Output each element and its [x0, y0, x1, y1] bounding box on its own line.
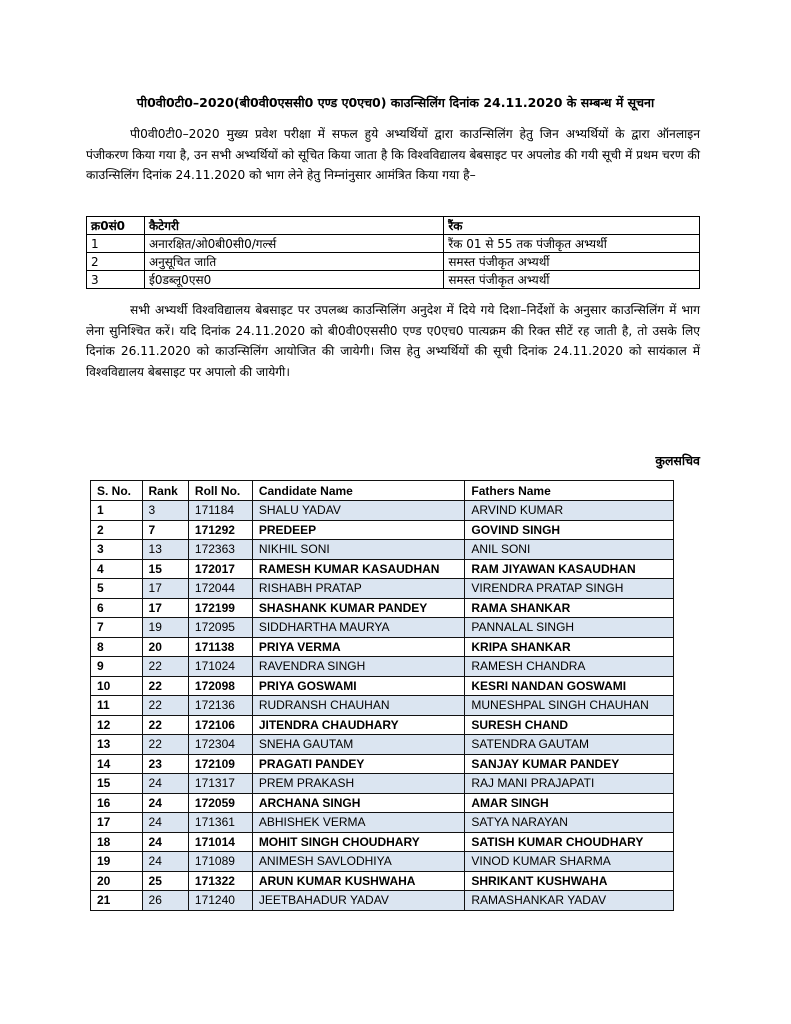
rank-value: 24	[142, 774, 188, 794]
category-serial: 1	[87, 235, 145, 253]
fathers-name: AMAR SINGH	[465, 793, 674, 813]
table-row	[91, 715, 674, 735]
serial-number: 18	[91, 832, 143, 852]
serial-number: 3	[91, 540, 143, 560]
rank-value: 22	[142, 657, 188, 677]
header-roll: Roll No.	[188, 481, 252, 501]
table-row	[91, 579, 674, 599]
category-name: अनारक्षित/ओ0बी0सी0/गर्ल्स	[144, 235, 443, 253]
fathers-name: SATYA NARAYAN	[465, 813, 674, 833]
candidate-name: PRIYA VERMA	[252, 637, 465, 657]
roll-number: 171184	[188, 501, 252, 521]
fathers-name: RAMESH CHANDRA	[465, 657, 674, 677]
rank-value: 24	[142, 852, 188, 872]
roll-number: 172109	[188, 754, 252, 774]
instructions-paragraph: सभी अभ्यर्थी विश्वविद्यालय बेबसाइट पर उपलब्ध काउन्सिलिंग अनुदेश में दिये गये दिशा–निर्देशों के अनुसार काउन्सिलिंग में भाग लेना सुनिश्चित करें। यदि दिनांक 24.11.2020 को बी0वी0एससी0 एण्ड ए0एच0 पात्यक्रम की रिक्त सीटें रह जाती है, तो उसके लिए दिनांक 26.11.2020 को काउन्सिलिंग आयोजित की जायेगी। जिस हेतु अभ्यर्थियों की सूची दिनांक 24.11.2020 को सायंकाल में विश्वविद्यालय बेबसाइट पर अपालो की जायेगी।	[86, 303, 700, 379]
table-row	[91, 696, 674, 716]
table-row	[91, 813, 674, 833]
fathers-name: GOVIND SINGH	[465, 520, 674, 540]
table-row	[91, 520, 674, 540]
serial-number: 6	[91, 598, 143, 618]
fathers-name: VINOD KUMAR SHARMA	[465, 852, 674, 872]
category-name: ई0डब्लू0एस0	[144, 271, 443, 289]
serial-number: 19	[91, 852, 143, 872]
candidate-name: SNEHA GAUTAM	[252, 735, 465, 755]
rank-value: 7	[142, 520, 188, 540]
table-row	[91, 618, 674, 638]
roll-number: 172304	[188, 735, 252, 755]
table-row	[91, 793, 674, 813]
serial-number: 2	[91, 520, 143, 540]
table-row	[91, 735, 674, 755]
fathers-name: ANIL SONI	[465, 540, 674, 560]
roll-number: 171292	[188, 520, 252, 540]
fathers-name: SURESH CHAND	[465, 715, 674, 735]
fathers-name: RAM JIYAWAN KASAUDHAN	[465, 559, 674, 579]
fathers-name: ARVIND KUMAR	[465, 501, 674, 521]
serial-number: 9	[91, 657, 143, 677]
rank-value: 24	[142, 793, 188, 813]
candidate-table-header	[91, 481, 674, 501]
candidate-name: PREM PRAKASH	[252, 774, 465, 794]
serial-number: 1	[91, 501, 143, 521]
notice-title: पी0वी0टी0–2020(बी0वी0एससी0 एण्ड ए0एच0) काउन्सिलिंग दिनांक 24.11.2020 के सम्बन्ध में सूचना	[136, 95, 655, 110]
candidate-name: ARCHANA SINGH	[252, 793, 465, 813]
table-row	[91, 852, 674, 872]
category-name: अनुसूचित जाति	[144, 253, 443, 271]
roll-number: 171361	[188, 813, 252, 833]
candidate-name: PRAGATI PANDEY	[252, 754, 465, 774]
category-serial: 2	[87, 253, 145, 271]
candidate-name: NIKHIL SONI	[252, 540, 465, 560]
roll-number: 171322	[188, 871, 252, 891]
serial-number: 7	[91, 618, 143, 638]
rank-value: 22	[142, 715, 188, 735]
table-row	[91, 832, 674, 852]
category-row	[87, 235, 700, 253]
table-row	[91, 501, 674, 521]
header-fathers-name: Fathers Name	[465, 481, 674, 501]
serial-number: 8	[91, 637, 143, 657]
fathers-name: SANJAY KUMAR PANDEY	[465, 754, 674, 774]
fathers-name: SATENDRA GAUTAM	[465, 735, 674, 755]
rank-value: 23	[142, 754, 188, 774]
roll-number: 171024	[188, 657, 252, 677]
rank-value: 20	[142, 637, 188, 657]
header-serial: क्र0सं0	[87, 217, 145, 235]
candidate-name: SHALU YADAV	[252, 501, 465, 521]
roll-number: 172106	[188, 715, 252, 735]
roll-number: 171317	[188, 774, 252, 794]
serial-number: 12	[91, 715, 143, 735]
header-category: कैटेगरी	[144, 217, 443, 235]
rank-value: 17	[142, 579, 188, 599]
category-table-header	[87, 217, 700, 235]
table-row	[91, 754, 674, 774]
rank-value: 22	[142, 696, 188, 716]
rank-value: 22	[142, 735, 188, 755]
category-row	[87, 271, 700, 289]
rank-value: 24	[142, 832, 188, 852]
roll-number: 171240	[188, 891, 252, 911]
candidate-name: JEETBAHADUR YADAV	[252, 891, 465, 911]
candidate-name: SHASHANK KUMAR PANDEY	[252, 598, 465, 618]
roll-number: 171089	[188, 852, 252, 872]
rank-value: 25	[142, 871, 188, 891]
candidate-name: RAMESH KUMAR KASAUDHAN	[252, 559, 465, 579]
candidate-name: RAVENDRA SINGH	[252, 657, 465, 677]
roll-number: 171138	[188, 637, 252, 657]
roll-number: 171014	[188, 832, 252, 852]
candidate-name: JITENDRA CHAUDHARY	[252, 715, 465, 735]
roll-number: 172044	[188, 579, 252, 599]
candidate-name: RISHABH PRATAP	[252, 579, 465, 599]
roll-number: 172363	[188, 540, 252, 560]
serial-number: 11	[91, 696, 143, 716]
fathers-name: RAJ MANI PRAJAPATI	[465, 774, 674, 794]
fathers-name: KESRI NANDAN GOSWAMI	[465, 676, 674, 696]
header-rank: रैंक	[444, 217, 700, 235]
serial-number: 17	[91, 813, 143, 833]
candidate-table	[90, 480, 674, 911]
fathers-name: MUNESHPAL SINGH CHAUHAN	[465, 696, 674, 716]
serial-number: 20	[91, 871, 143, 891]
candidate-name: ANIMESH SAVLODHIYA	[252, 852, 465, 872]
candidate-name: RUDRANSH CHAUHAN	[252, 696, 465, 716]
fathers-name: KRIPA SHANKAR	[465, 637, 674, 657]
rank-value: 13	[142, 540, 188, 560]
roll-number: 172098	[188, 676, 252, 696]
candidate-table-body	[91, 501, 674, 911]
category-rank: समस्त पंजीकृत अभ्यर्थी	[444, 271, 700, 289]
rank-value: 3	[142, 501, 188, 521]
serial-number: 5	[91, 579, 143, 599]
table-row	[91, 891, 674, 911]
roll-number: 172199	[188, 598, 252, 618]
category-table	[86, 216, 700, 289]
serial-number: 10	[91, 676, 143, 696]
table-row	[91, 598, 674, 618]
table-row	[91, 871, 674, 891]
table-row	[91, 774, 674, 794]
serial-number: 16	[91, 793, 143, 813]
fathers-name: RAMASHANKAR YADAV	[465, 891, 674, 911]
header-sno: S. No.	[91, 481, 143, 501]
roll-number: 172095	[188, 618, 252, 638]
candidate-name: ABHISHEK VERMA	[252, 813, 465, 833]
category-rank: समस्त पंजीकृत अभ्यर्थी	[444, 253, 700, 271]
table-row	[91, 676, 674, 696]
candidate-name: SIDDHARTHA MAURYA	[252, 618, 465, 638]
roll-number: 172136	[188, 696, 252, 716]
serial-number: 13	[91, 735, 143, 755]
serial-number: 4	[91, 559, 143, 579]
candidate-name: PRIYA GOSWAMI	[252, 676, 465, 696]
fathers-name: SATISH KUMAR CHOUDHARY	[465, 832, 674, 852]
fathers-name: RAMA SHANKAR	[465, 598, 674, 618]
rank-value: 17	[142, 598, 188, 618]
table-row	[91, 540, 674, 560]
roll-number: 172017	[188, 559, 252, 579]
category-row	[87, 253, 700, 271]
serial-number: 21	[91, 891, 143, 911]
candidate-name: ARUN KUMAR KUSHWAHA	[252, 871, 465, 891]
category-serial: 3	[87, 271, 145, 289]
candidate-name: PREDEEP	[252, 520, 465, 540]
rank-value: 24	[142, 813, 188, 833]
category-rank: रैंक 01 से 55 तक पंजीकृत अभ्यर्थी	[444, 235, 700, 253]
header-candidate-name: Candidate Name	[252, 481, 465, 501]
table-row	[91, 637, 674, 657]
serial-number: 15	[91, 774, 143, 794]
registrar-signature-label: कुलसचिव	[655, 453, 700, 468]
fathers-name: VIRENDRA PRATAP SINGH	[465, 579, 674, 599]
serial-number: 14	[91, 754, 143, 774]
table-row	[91, 559, 674, 579]
intro-paragraph: पी0वी0टी0–2020 मुख्य प्रवेश परीक्षा में सफल हुये अभ्यर्थियों द्वारा काउन्सिलिंग हेतु जिन अभ्यर्थियों के द्वारा ऑनलाइन पंजीकरण किया गया है, उन सभी अभ्यर्थियों को सूचित किया जाता है कि विश्वविद्यालय बेबसाइट पर अपलोड की गयी सूची में प्रथम चरण की काउन्सिलिंग दिनांक 24.11.2020 को भाग लेने हेतु निम्नांनुसार आमंत्रित किया गया है–	[86, 127, 700, 182]
roll-number: 172059	[188, 793, 252, 813]
header-rank: Rank	[142, 481, 188, 501]
fathers-name: PANNALAL SINGH	[465, 618, 674, 638]
rank-value: 15	[142, 559, 188, 579]
rank-value: 22	[142, 676, 188, 696]
rank-value: 26	[142, 891, 188, 911]
fathers-name: SHRIKANT KUSHWAHA	[465, 871, 674, 891]
rank-value: 19	[142, 618, 188, 638]
candidate-name: MOHIT SINGH CHOUDHARY	[252, 832, 465, 852]
table-row	[91, 657, 674, 677]
